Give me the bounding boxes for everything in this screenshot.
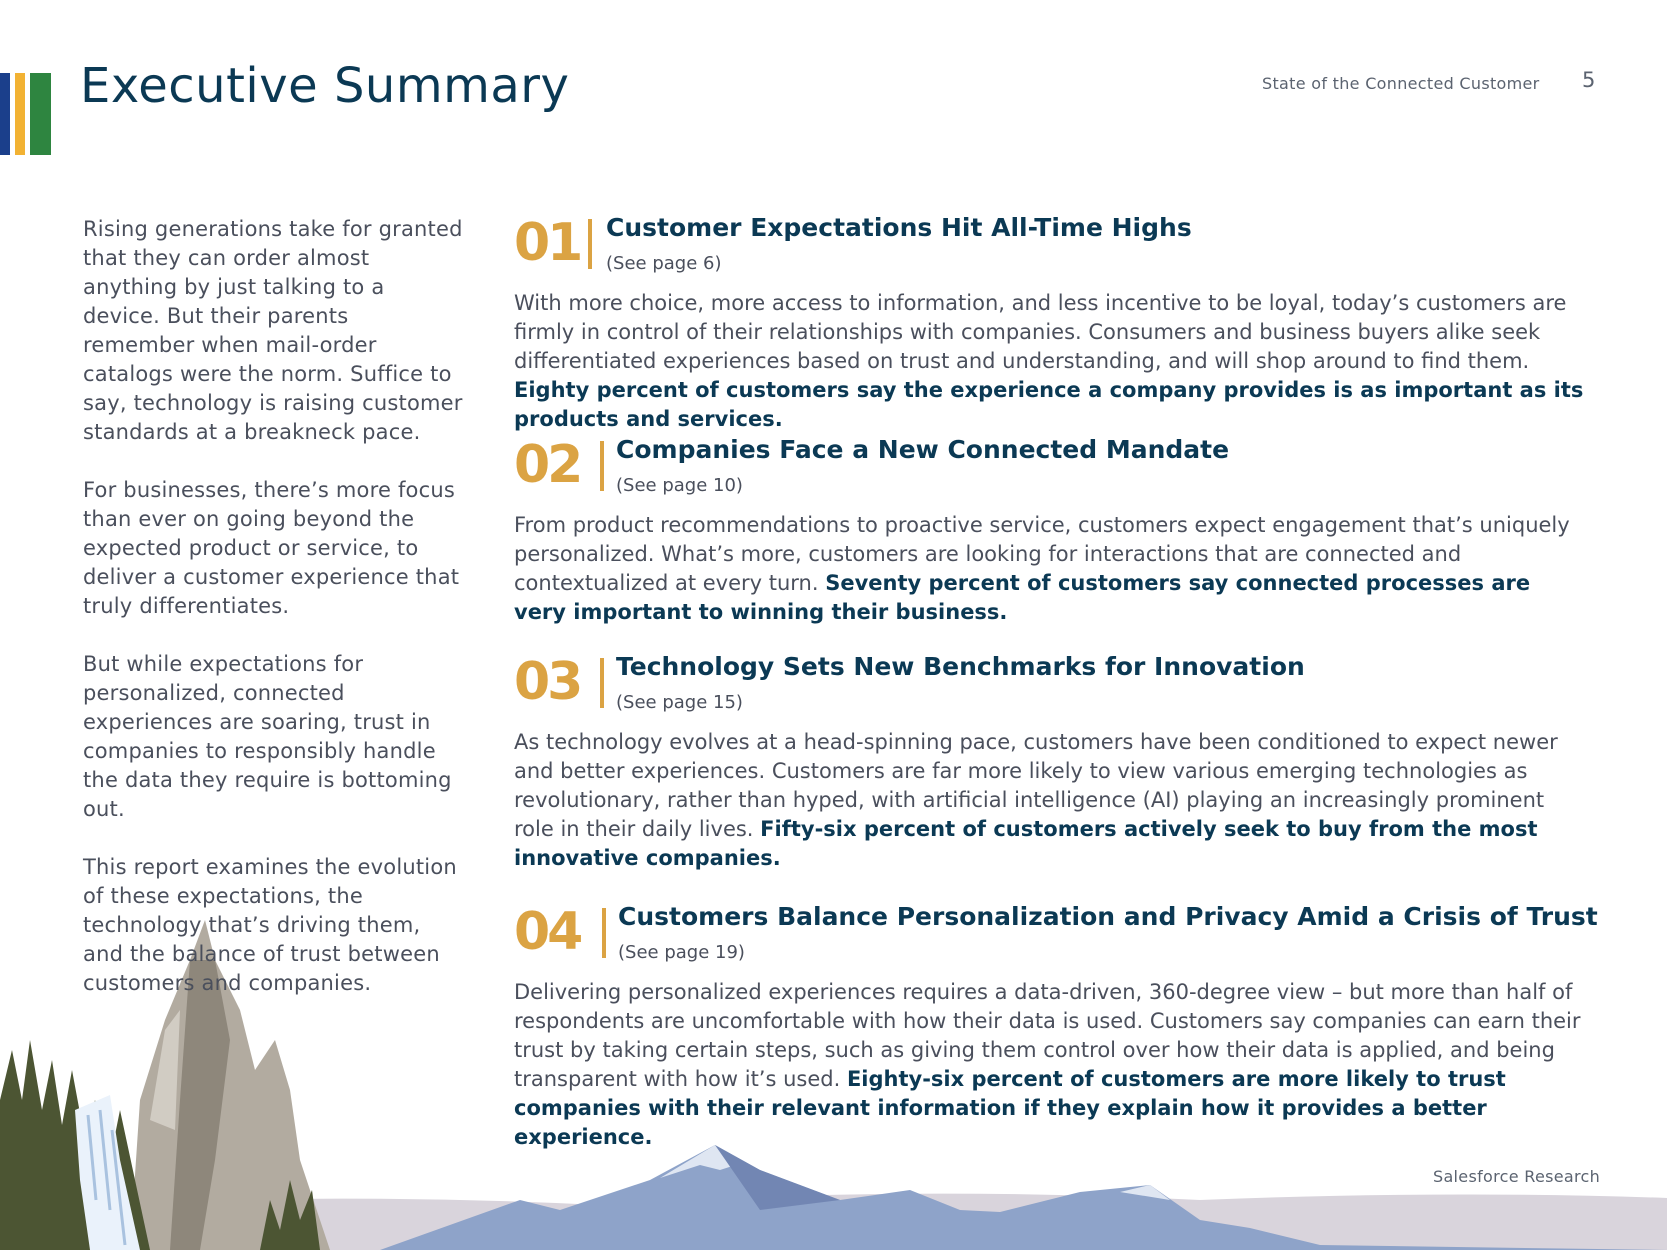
section-page-ref: (See page 19) <box>618 942 745 963</box>
section-body <box>514 728 1584 873</box>
intro-paragraph: But while expectations for personalized, connected experiences are soaring, trust in companies to responsibly handle the data they require is bottoming out. <box>83 652 452 821</box>
accent-bar-blue <box>0 73 10 155</box>
section-number: 02 <box>514 435 581 495</box>
section-highlight: Eighty-six percent of customers are more likely to trust companies with their relevant information if they explain how it provides a better experience. <box>514 1067 1506 1149</box>
section-03 <box>514 652 1614 873</box>
section-body-text: As technology evolves at a head-spinning pace, customers have been conditioned to expect newer and better experiences. Customers are far more likely to view various emerging technologies as revolutionary, rather than hyped, with artificial intelligence (AI) playing an increasingly prominent role in their daily lives. <box>514 730 1558 841</box>
section-divider <box>600 658 604 708</box>
section-header <box>514 902 1614 974</box>
intro-paragraph: For businesses, there’s more focus than ever on going beyond the expected product or service, to deliver a customer experience that truly differentiates. <box>83 478 460 618</box>
section-highlight: Fifty-six percent of customers actively seek to buy from the most innovative companies. <box>514 817 1538 870</box>
section-title: Customer Expectations Hit All-Time Highs <box>606 213 1192 242</box>
page-number: 5 <box>1582 68 1596 92</box>
intro-paragraph: Rising generations take for granted that they can order almost anything by just talking to a device. But their parents remember when mail-order catalogs were the norm. Suffice to say, technology is raising customer standards at a breakneck pace. <box>83 217 463 444</box>
accent-bar-green <box>30 73 51 155</box>
section-divider <box>602 908 606 958</box>
section-highlight: Seventy percent of customers say connected processes are very important to winning their business. <box>514 571 1531 624</box>
section-highlight: Eighty percent of customers say the experience a company provides is as important as its products and services. <box>514 378 1584 431</box>
section-header <box>514 652 1614 724</box>
section-01 <box>514 213 1614 434</box>
section-number: 01 <box>514 213 581 273</box>
report-name: State of the Connected Customer <box>1262 74 1540 93</box>
section-body <box>514 511 1584 627</box>
section-02 <box>514 435 1614 627</box>
section-04 <box>514 902 1614 1152</box>
section-divider <box>588 219 592 269</box>
section-number: 03 <box>514 652 581 712</box>
section-body-text: With more choice, more access to information, and less incentive to be loyal, today’s customers are firmly in control of their relationships with companies. Consumers and business buyers alike seek differentiated experiences based on trust and understanding, and will shop around to find them. <box>514 291 1567 373</box>
section-body <box>514 978 1584 1152</box>
page-title: Executive Summary <box>80 58 570 114</box>
section-title: Customers Balance Personalization and Privacy Amid a Crisis of Trust <box>618 902 1598 931</box>
section-number: 04 <box>514 902 581 962</box>
section-page-ref: (See page 6) <box>606 253 722 274</box>
section-body-text: From product recommendations to proactive service, customers expect engagement that’s uniquely personalized. What’s more, customers are looking for interactions that are connected and contextualized at every turn. <box>514 513 1570 595</box>
section-page-ref: (See page 15) <box>616 692 743 713</box>
intro-column <box>83 215 463 1027</box>
section-title: Technology Sets New Benchmarks for Innovation <box>616 652 1305 681</box>
section-body <box>514 289 1584 434</box>
section-body-text: Delivering personalized experiences requires a data-driven, 360-degree view – but more than half of respondents are uncomfortable with how their data is used. Customers say companies can earn their trust by taking certain steps, such as giving them control over how their data is applied, and being transparent with how it’s used. <box>514 980 1581 1091</box>
accent-bar-yellow <box>15 73 25 155</box>
section-page-ref: (See page 10) <box>616 475 743 496</box>
intro-paragraph: This report examines the evolution of these expectations, the technology that’s driving them, and the balance of trust between customers and companies. <box>83 855 457 995</box>
section-title: Companies Face a New Connected Mandate <box>616 435 1230 464</box>
section-divider <box>600 441 604 491</box>
section-header <box>514 435 1614 507</box>
section-header <box>514 213 1614 285</box>
footer-brand: Salesforce Research <box>1433 1167 1601 1186</box>
